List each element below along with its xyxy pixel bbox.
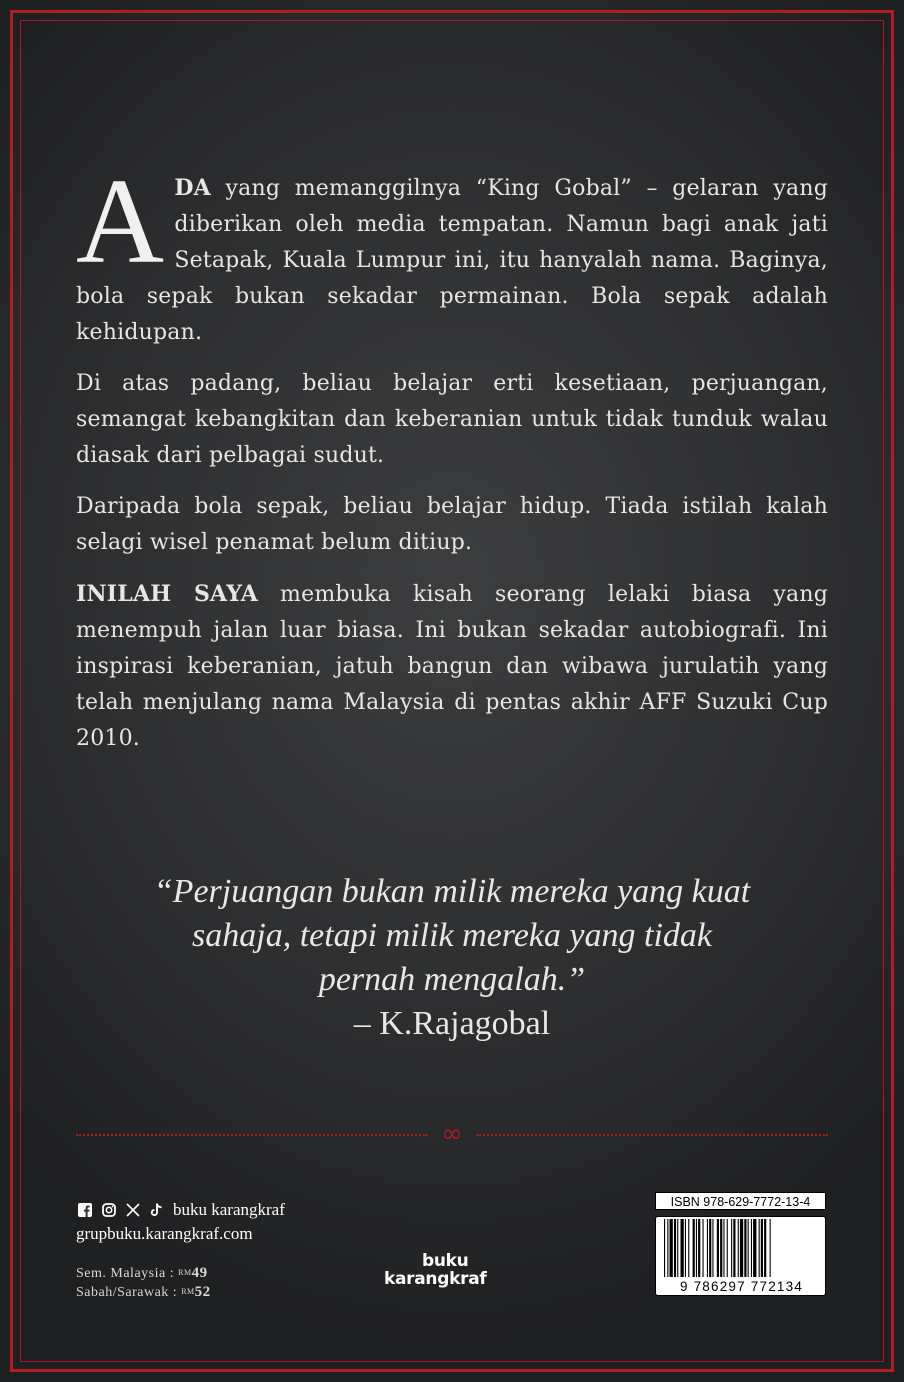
quote-line-1: “Perjuangan bukan milik mereka yang kuat xyxy=(153,873,751,910)
dotted-divider-left xyxy=(76,1134,428,1136)
social-handle: buku karangkraf xyxy=(173,1200,285,1219)
social-media-row xyxy=(78,1199,285,1221)
blurb-paragraph-4 xyxy=(76,576,828,757)
barcode-bar xyxy=(733,1219,735,1277)
barcode-bar xyxy=(703,1219,704,1277)
barcode-bar xyxy=(707,1219,708,1277)
barcode-bar xyxy=(696,1219,697,1277)
barcode-bar xyxy=(731,1219,732,1277)
barcode-bar xyxy=(688,1219,689,1277)
website-url[interactable]: grupbuku.karangkraf.com xyxy=(76,1224,253,1243)
barcode-bar xyxy=(670,1219,673,1277)
publisher-logo xyxy=(384,1252,520,1288)
barcode-bar xyxy=(681,1219,684,1277)
barcode-digits: 9 786297 772134 xyxy=(679,1279,804,1294)
quote-attribution: – K.Rajagobal xyxy=(353,1005,551,1042)
barcode-bar xyxy=(712,1219,713,1277)
barcode-bars xyxy=(656,1219,825,1281)
barcode-bar xyxy=(698,1219,700,1277)
barcode-bar xyxy=(740,1219,743,1277)
barcode-bar xyxy=(764,1219,766,1277)
barcode-bar xyxy=(664,1219,665,1277)
pull-quote xyxy=(76,870,828,1046)
blurb-p4-text: membuka kisah seorang lelaki biasa yang menempuh jalan luar biasa. Ini bukan sekadar autobiografi. Ini inspirasi keberanian, jatuh bangun dan wibawa jurulatih yang telah menjulang nama Malaysia di pentas akhir AFF Suzuki Cup 2010. xyxy=(76,582,829,751)
price-row-semenanjung xyxy=(76,1264,211,1283)
instagram-icon[interactable] xyxy=(102,1203,116,1217)
barcode-bar xyxy=(753,1219,756,1277)
barcode-bar xyxy=(727,1219,728,1277)
drop-cap: A xyxy=(76,154,165,289)
blurb-paragraph-2: Di atas padang, beliau belajar erti kesetiaan, perjuangan, semangat kebangkitan dan keberanian untuk tidak tunduk walau diasak dari pelbagai sudut. xyxy=(76,371,828,468)
barcode-bar xyxy=(738,1219,739,1277)
barcode-bar xyxy=(693,1219,695,1277)
infinity-icon: ∞ xyxy=(441,1119,463,1149)
blurb-p1-bold: DA xyxy=(174,175,211,201)
price-row-sabah-sarawak xyxy=(76,1283,211,1302)
barcode-bar xyxy=(677,1219,678,1277)
barcode-bar xyxy=(748,1219,749,1277)
blurb-text xyxy=(76,154,829,772)
facebook-icon[interactable] xyxy=(78,1203,92,1217)
price-label-semenanjung: Sem. Malaysia : xyxy=(76,1266,179,1281)
blurb-paragraph-1 xyxy=(76,154,828,351)
price-amount-semenanjung: 49 xyxy=(191,1265,208,1281)
blurb-p1-text: yang memanggilnya “King Gobal” – gelaran yang diberikan oleh media tempatan. Namun bagi anak jati Setapak, Kuala Lumpur ini, itu hanyalah nama. Baginya, bola sepak bukan sekadar permainan. Bola sepak adalah kehidupan. xyxy=(76,176,828,345)
barcode-bar xyxy=(674,1219,676,1277)
currency-label: RM xyxy=(181,1287,195,1296)
currency-label: RM xyxy=(178,1268,192,1277)
price-amount-sabah-sarawak: 52 xyxy=(194,1284,211,1300)
barcode xyxy=(655,1216,826,1296)
barcode-bar xyxy=(723,1219,724,1277)
publisher-logo-line-1: buku xyxy=(422,1251,469,1271)
barcode-bar xyxy=(717,1219,719,1277)
barcode-bar xyxy=(667,1219,668,1277)
barcode-bar xyxy=(685,1219,686,1277)
publisher-logo-line-2: karangkraf xyxy=(384,1269,487,1289)
barcode-bar xyxy=(720,1219,722,1277)
barcode-bar xyxy=(709,1219,711,1277)
blurb-p4-bold: INILAH SAYA xyxy=(76,581,258,607)
price-label-sabah-sarawak: Sabah/Sarawak : xyxy=(76,1285,182,1300)
price-list xyxy=(76,1264,211,1302)
barcode-bar xyxy=(744,1219,746,1277)
dotted-divider-right xyxy=(476,1134,828,1136)
barcode-bar xyxy=(759,1219,760,1277)
x-icon[interactable] xyxy=(126,1203,140,1217)
barcode-bar xyxy=(770,1219,771,1277)
tiktok-icon[interactable] xyxy=(150,1203,163,1217)
isbn-label: ISBN 978-629-7772-13-4 xyxy=(655,1192,826,1210)
blurb-paragraph-3: Daripada bola sepak, beliau belajar hidup. Tiada istilah kalah selagi wisel penamat belum ditiup. xyxy=(76,494,828,555)
barcode-bar xyxy=(761,1219,763,1277)
quote-line-3: pernah mengalah.” xyxy=(318,961,586,998)
barcode-bar xyxy=(751,1219,752,1277)
quote-line-2: sahaja, tetapi milik mereka yang tidak xyxy=(192,917,712,954)
